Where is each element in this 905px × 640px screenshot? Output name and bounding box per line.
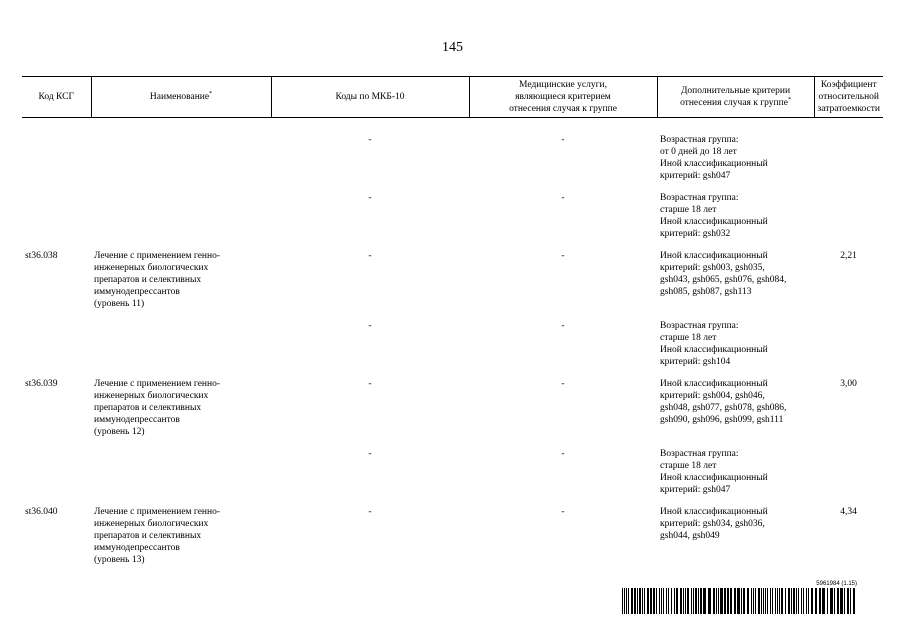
criteria-line: Иной классификационный: [660, 217, 768, 227]
cell-mkb: -: [368, 507, 372, 517]
cell-code: [22, 368, 91, 438]
criteria-line: gsh090, gsh096, gsh099, gsh111: [660, 415, 784, 425]
cell-criteria: [657, 118, 814, 183]
cell-coef: 2,21: [840, 251, 857, 261]
header-name-text: Наименование: [149, 92, 210, 102]
header-coef: [814, 77, 883, 118]
name-line: иммунодепрессантов: [94, 543, 180, 553]
cell-code: [22, 240, 91, 310]
header-services: [469, 77, 657, 118]
header-services-line: отнесения случая к группе: [509, 104, 617, 114]
cell-criteria: [657, 496, 814, 566]
cell-coef: [814, 310, 883, 368]
name-line: (уровень 12): [94, 427, 145, 437]
criteria-line: критерий: gsh003, gsh035,: [660, 263, 765, 273]
cell-services: -: [561, 321, 565, 331]
header-criteria-footnote-mark: *: [787, 97, 791, 103]
cell-coef: 3,00: [840, 379, 857, 389]
name-line: препаратов и селективных: [94, 275, 202, 285]
barcode-block: [622, 580, 857, 614]
cell-name: [91, 368, 271, 438]
cell-services: -: [561, 135, 565, 145]
name-line: иммунодепрессантов: [94, 415, 180, 425]
cell-criteria: [657, 438, 814, 496]
name-line: инженерных биологических: [94, 519, 209, 529]
header-coef-line: относительной: [818, 92, 879, 102]
cell-criteria: [657, 310, 814, 368]
barcode-label: 5961984 (1.15): [816, 581, 857, 587]
table-header-row: [22, 77, 883, 118]
cell-coef: [814, 182, 883, 240]
ksg-code: st36.040: [25, 507, 58, 517]
criteria-line: критерий: gsh034, gsh036,: [660, 519, 765, 529]
criteria-line: старше 18 лет: [660, 461, 717, 471]
barcode-image: [622, 588, 857, 614]
header-criteria-line-2: [660, 97, 812, 109]
criteria-line: Иной классификационный: [660, 379, 768, 389]
cell-services: -: [561, 449, 565, 459]
criteria-line: Возрастная группа:: [660, 321, 739, 331]
cell-coef: [814, 438, 883, 496]
cell-code: [22, 438, 91, 496]
name-line: препаратов и селективных: [94, 403, 202, 413]
header-name: [91, 77, 271, 118]
name-line: инженерных биологических: [94, 263, 209, 273]
table-row: [22, 496, 883, 566]
name-line: Лечение с применением генно-: [94, 507, 220, 517]
header-services-line: Медицинские услуги,: [519, 80, 607, 90]
cell-mkb: -: [368, 449, 372, 459]
table-row: [22, 438, 883, 496]
ksg-code: st36.039: [25, 379, 58, 389]
page-number: 145: [442, 40, 463, 55]
ksg-code: st36.038: [25, 251, 58, 261]
header-criteria: [657, 77, 814, 118]
cell-mkb: -: [368, 135, 372, 145]
cell-coef: 4,34: [840, 507, 857, 517]
table-row: [22, 310, 883, 368]
name-line: (уровень 13): [94, 555, 145, 565]
header-mkb: Коды по МКБ-10: [271, 77, 469, 118]
cell-name: [91, 310, 271, 368]
criteria-line: gsh044, gsh049: [660, 531, 720, 541]
criteria-line: старше 18 лет: [660, 205, 717, 215]
header-services-line: являющиеся критерием: [515, 92, 611, 102]
name-line: (уровень 11): [94, 299, 145, 309]
table-row: [22, 240, 883, 310]
criteria-line: Возрастная группа:: [660, 449, 739, 459]
name-line: инженерных биологических: [94, 391, 209, 401]
cell-criteria: [657, 182, 814, 240]
header-name-footnote-mark: *: [209, 91, 213, 97]
name-line: препаратов и селективных: [94, 531, 202, 541]
cell-code: [22, 182, 91, 240]
header-coef-line: Коэффициент: [820, 80, 877, 90]
criteria-line: gsh048, gsh077, gsh078, gsh086,: [660, 403, 787, 413]
cell-services: -: [561, 507, 565, 517]
criteria-line: Иной классификационный: [660, 251, 768, 261]
table-row: [22, 368, 883, 438]
cell-code: [22, 118, 91, 183]
criteria-line: старше 18 лет: [660, 333, 717, 343]
cell-mkb: -: [368, 379, 372, 389]
header-criteria-line: Дополнительные критерии: [680, 86, 791, 96]
cell-name: [91, 118, 271, 183]
cell-code: [22, 310, 91, 368]
cell-services: -: [561, 251, 565, 261]
criteria-line: Возрастная группа:: [660, 135, 739, 145]
cell-criteria: [657, 240, 814, 310]
criteria-line: gsh043, gsh065, gsh076, gsh084,: [660, 275, 787, 285]
header-coef-line: затратоемкости: [817, 104, 880, 114]
criteria-line: Иной классификационный: [660, 345, 768, 355]
table-row: [22, 182, 883, 240]
criteria-line: от 0 дней до 18 лет: [660, 147, 737, 157]
cell-name: [91, 182, 271, 240]
criteria-line: gsh085, gsh087, gsh113: [660, 287, 752, 297]
name-line: иммунодепрессантов: [94, 287, 180, 297]
criteria-line: критерий: gsh047: [660, 171, 731, 181]
criteria-line: критерий: gsh032: [660, 229, 731, 239]
name-line: Лечение с применением генно-: [94, 251, 220, 261]
ksg-table: [22, 76, 883, 566]
criteria-line: Иной классификационный: [660, 507, 768, 517]
cell-code: [22, 496, 91, 566]
cell-name: [91, 438, 271, 496]
cell-mkb: -: [368, 251, 372, 261]
criteria-line: критерий: gsh004, gsh046,: [660, 391, 765, 401]
cell-coef: [814, 118, 883, 183]
cell-services: -: [561, 193, 565, 203]
table-row: [22, 118, 883, 183]
criteria-line: Возрастная группа:: [660, 193, 739, 203]
criteria-line: критерий: gsh104: [660, 357, 731, 367]
header-code: Код КСГ: [22, 77, 91, 118]
criteria-line: критерий: gsh047: [660, 485, 731, 495]
cell-name: [91, 496, 271, 566]
cell-mkb: -: [368, 193, 372, 203]
name-line: Лечение с применением генно-: [94, 379, 220, 389]
cell-services: -: [561, 379, 565, 389]
cell-name: [91, 240, 271, 310]
criteria-line: Иной классификационный: [660, 159, 768, 169]
criteria-line: Иной классификационный: [660, 473, 768, 483]
header-criteria-line: отнесения случая к группе: [680, 98, 788, 108]
cell-mkb: -: [368, 321, 372, 331]
cell-criteria: [657, 368, 814, 438]
